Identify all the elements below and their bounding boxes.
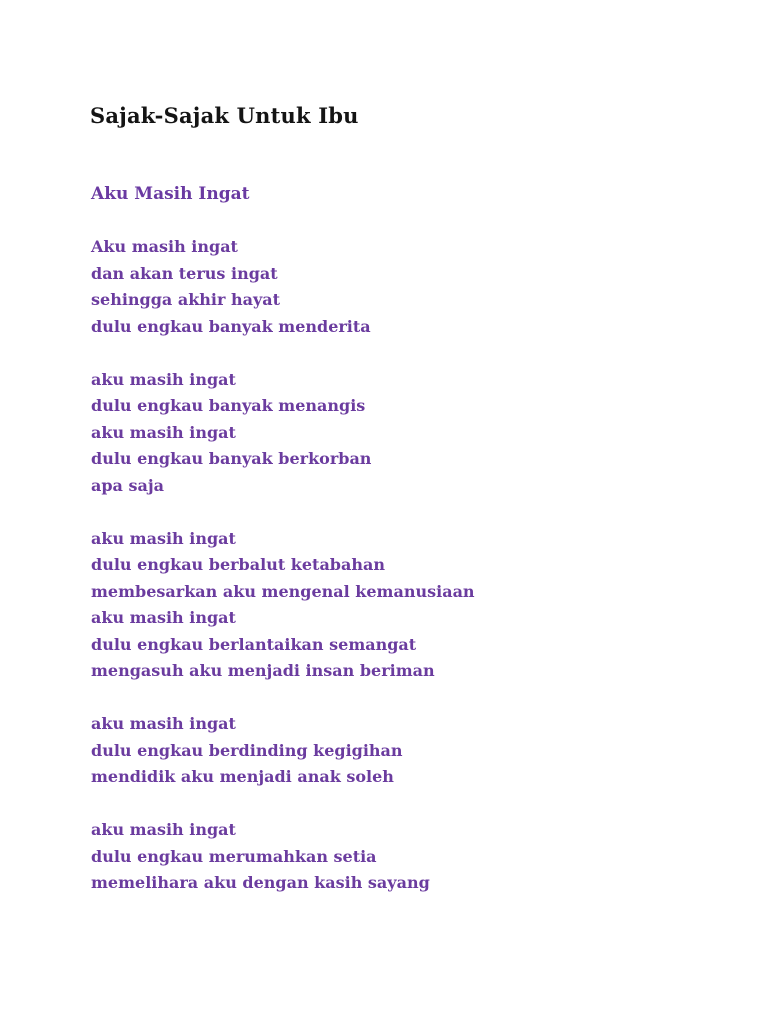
poem-line: dulu engkau banyak menderita: [91, 316, 371, 336]
poem-body: [91, 234, 475, 897]
poem-line: dan akan terus ingat: [91, 263, 278, 283]
poem-line: dulu engkau berlantaikan semangat: [91, 634, 417, 654]
poem-line: dulu engkau merumahkan setia: [91, 846, 377, 866]
poem-title: Aku Masih Ingat: [91, 184, 250, 204]
stanza-1: [91, 234, 475, 340]
stanza-4: [91, 711, 475, 791]
poem-line: aku masih ingat: [91, 608, 236, 627]
poem-line: dulu engkau berbalut ketabahan: [91, 555, 385, 574]
stanza-5: [91, 817, 475, 897]
poem-line: aku masih ingat: [91, 528, 236, 548]
poem-line: mengasuh aku menjadi insan beriman: [91, 661, 435, 680]
poem-line: aku masih ingat: [91, 714, 236, 733]
document-title: Sajak-Sajak Untuk Ibu: [90, 103, 359, 128]
poem-line: dulu engkau banyak berkorban: [91, 449, 372, 468]
poem-line: mendidik aku menjadi anak soleh: [91, 767, 394, 786]
poem-line: membesarkan aku mengenal kemanusiaan: [91, 581, 475, 601]
poem-line: dulu engkau banyak menangis: [91, 396, 366, 415]
poem-line: aku masih ingat: [91, 820, 236, 839]
poem-line: sehingga akhir hayat: [91, 290, 281, 309]
poem-line: apa saja: [91, 475, 165, 495]
poem-line: dulu engkau berdinding kegigihan: [91, 740, 403, 760]
poem-line: aku masih ingat: [91, 422, 236, 442]
poem-line: memelihara aku dengan kasih sayang: [91, 873, 430, 892]
poem-line: aku masih ingat: [91, 369, 236, 389]
stanza-2: [91, 367, 475, 500]
poem-line: Aku masih ingat: [91, 237, 238, 256]
stanza-3: [91, 526, 475, 685]
